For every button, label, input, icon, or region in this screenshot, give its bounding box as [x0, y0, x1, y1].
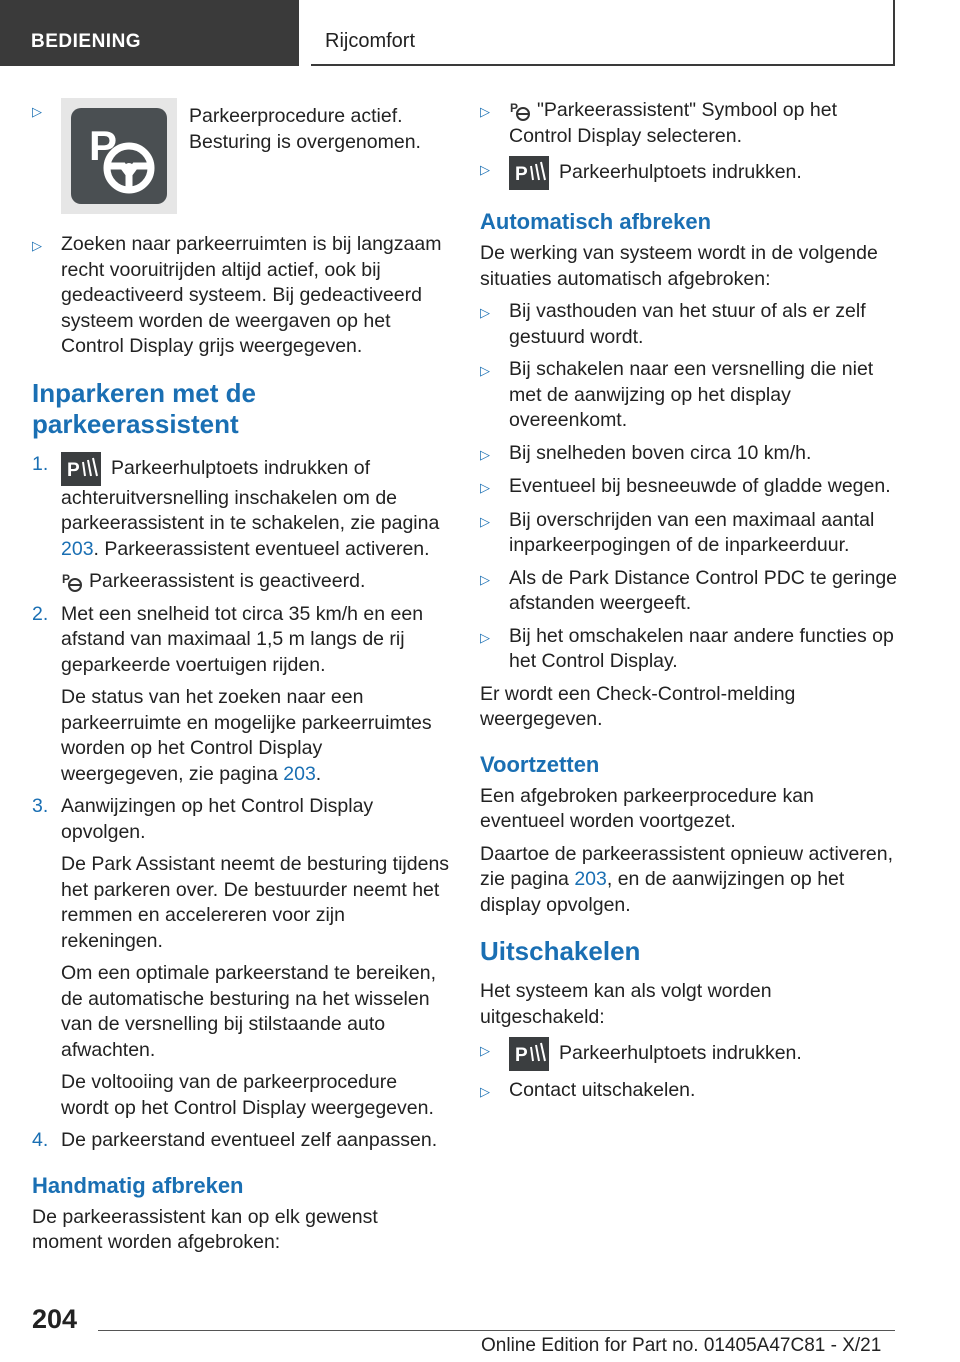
- paragraph: De werking van systeem wordt in de volgende situaties automatisch afgebroken:: [480, 242, 878, 290]
- section-title: BEDIENING: [31, 31, 142, 52]
- auto-abort-list: [480, 299, 898, 675]
- footer-divider: [98, 1330, 895, 1331]
- step-1: [32, 452, 450, 595]
- paragraph: Een afgebroken parkeerprocedure kan eventueel worden voortgezet.: [480, 784, 814, 832]
- list-item: [480, 299, 898, 350]
- bullet-marker: ▷: [480, 513, 490, 529]
- svg-text:P: P: [510, 100, 519, 115]
- bullet-text: Zoeken naar parkeerruimten is bij langzaam recht vooruitrijden altijd actief, ook bij gedeactiveerd systeem. Bij gedeactiveerd systeem worden de weergaven op het Control Display grijs weergegeven.: [61, 233, 442, 357]
- paragraph-end: , en de aanwijzingen op het display opvolgen.: [480, 868, 845, 916]
- step-number: 2.: [32, 602, 49, 625]
- page-link[interactable]: 203: [283, 762, 316, 785]
- edition-text: Online Edition for Part no. 01405A47C81 - X/21: [481, 1335, 882, 1356]
- park-assist-button-icon: [509, 1037, 549, 1071]
- left-column: [32, 98, 450, 1263]
- bullet-text: Bij overschrijden van een maximaal aantal inparkeerpogingen of de inparkeerduur.: [509, 508, 875, 556]
- park-steering-icon: [61, 98, 177, 214]
- step-sub-end: .: [315, 762, 322, 785]
- bullet-text: Parkeerhulptoets indrukken.: [559, 161, 802, 184]
- bullet-marker: ▷: [480, 363, 490, 378]
- bullet-text: Bij schakelen naar een versnelling die niet met de aanwijzing op het display overeenkomt.: [509, 358, 874, 431]
- bullet-text: Parkeerhulptoets indrukken.: [559, 1042, 802, 1065]
- chapter-title: Rijcomfort: [325, 30, 416, 52]
- bullet-marker: ▷: [480, 1043, 490, 1058]
- list-item: [32, 232, 450, 360]
- bullet-marker: ▷: [480, 571, 490, 587]
- heading-uitschakelen: Uitschakelen: [480, 936, 641, 966]
- bullet-text: Eventueel bij besneeuwde of gladde wegen.: [509, 475, 891, 497]
- list-item: [480, 508, 898, 559]
- list-item: [480, 624, 898, 675]
- step-sub: De status van het zoeken naar een parkeerruimte en mogelijke parkeerruimtes worden op het Control Display weergegeven, zie pagina: [61, 686, 432, 785]
- step-2: [32, 602, 450, 788]
- paragraph: Het systeem kan als volgt worden uitgeschakeld:: [480, 980, 772, 1028]
- page-link[interactable]: 203: [574, 868, 607, 890]
- step-3: [32, 794, 450, 1121]
- bullet-marker: ▷: [480, 305, 490, 320]
- svg-text:P: P: [67, 459, 80, 481]
- bullet-marker: ▷: [480, 162, 490, 177]
- step-text-cont: . Parkeerassistent eventueel activeren.: [93, 537, 430, 560]
- bullet-text: Bij het omschakelen naar andere functies op het Control Display.: [509, 624, 894, 672]
- paragraph: Er wordt een Check-Control-melding weergegeven.: [480, 682, 796, 730]
- bullet-marker: ▷: [32, 104, 42, 119]
- step-number: 3.: [32, 795, 49, 817]
- step-text: De parkeerstand eventueel zelf aanpassen.: [61, 1129, 438, 1151]
- list-item: [480, 566, 898, 617]
- svg-text:P: P: [62, 571, 71, 586]
- bullet-text: "Parkeerassistent" Symbool op het Control Display selecteren.: [509, 99, 837, 147]
- heading-voortzetten: Voortzetten: [480, 751, 600, 777]
- section-tab: [0, 0, 299, 66]
- bullet-marker: ▷: [32, 238, 42, 253]
- step-sub: Parkeerassistent is geactiveerd.: [89, 570, 366, 592]
- heading-handmatig: Handmatig afbreken: [32, 1172, 244, 1198]
- step-text: Met een snelheid tot circa 35 km/h en een afstand van maximaal 1,5 m langs de rij geparkeerde voertuigen rijden.: [61, 602, 424, 676]
- step-sub: De voltooiing van de parkeerprocedure wordt op het Control Display weergegeven.: [61, 1071, 434, 1119]
- park-assist-symbol-icon: [509, 100, 531, 122]
- heading-automatisch: Automatisch afbreken: [480, 209, 712, 234]
- step-number: 1.: [32, 452, 49, 475]
- bullet-text: Contact uitschakelen.: [509, 1079, 696, 1101]
- step-text: Parkeerhulptoets indrukken of achteruitversnelling inschakelen om de parkeerassistent in te schakelen, zie pagina: [61, 456, 440, 534]
- bullet-marker: ▷: [480, 446, 490, 462]
- page-number: 204: [32, 1304, 78, 1334]
- bullet-text: Als de Park Distance Control PDC te geringe afstanden weergeeft.: [509, 566, 898, 614]
- list-item: [480, 441, 898, 468]
- step-sub: Om een optimale parkeerstand te bereiken, de automatische besturing na het wisselen van de versnelling bij stilstaande auto afwachten.: [61, 962, 437, 1061]
- page-link[interactable]: 203: [61, 537, 94, 560]
- list-item: [480, 1078, 898, 1105]
- paragraph: Daartoe de parkeerassistent opnieuw activeren, zie pagina: [480, 842, 893, 890]
- park-assist-symbol-icon: [61, 571, 83, 593]
- svg-text:P: P: [515, 1045, 528, 1066]
- svg-text:P: P: [89, 122, 118, 169]
- list-item: [480, 357, 898, 434]
- heading-inparkeren: Inparkeren met de parkeerassistent: [32, 377, 256, 439]
- list-item: [480, 474, 898, 501]
- bullet-marker: ▷: [480, 1084, 490, 1099]
- bullet-marker: ▷: [480, 629, 490, 645]
- list-item: [32, 98, 450, 214]
- bullet-marker: ▷: [480, 104, 490, 119]
- step-number: 4.: [32, 1129, 49, 1151]
- bullet-text: Parkeerprocedure actief. Besturing is overgenomen.: [189, 105, 421, 153]
- right-column: [480, 98, 898, 1112]
- list-item: [480, 1037, 898, 1071]
- step-4: [32, 1128, 450, 1154]
- bullet-marker: ▷: [480, 480, 490, 495]
- step-text: Aanwijzingen op het Control Display opvolgen.: [61, 795, 374, 843]
- park-assist-button-icon: [509, 156, 549, 190]
- list-item: [480, 156, 898, 190]
- bullet-text: Bij vasthouden van het stuur of als er zelf gestuurd wordt.: [509, 300, 866, 348]
- paragraph: De parkeerassistent kan op elk gewenst moment worden afgebroken:: [32, 1205, 378, 1253]
- park-assist-button-icon: [61, 452, 101, 486]
- list-item: [480, 98, 898, 149]
- bullet-text: Bij snelheden boven circa 10 km/h.: [509, 441, 812, 464]
- chapter-tab: [311, 0, 895, 66]
- svg-text:P: P: [515, 164, 528, 185]
- step-sub: De Park Assistant neemt de besturing tijdens het parkeren over. De bestuurder neemt het remmen en accelereren voor zijn rekeningen.: [61, 853, 450, 952]
